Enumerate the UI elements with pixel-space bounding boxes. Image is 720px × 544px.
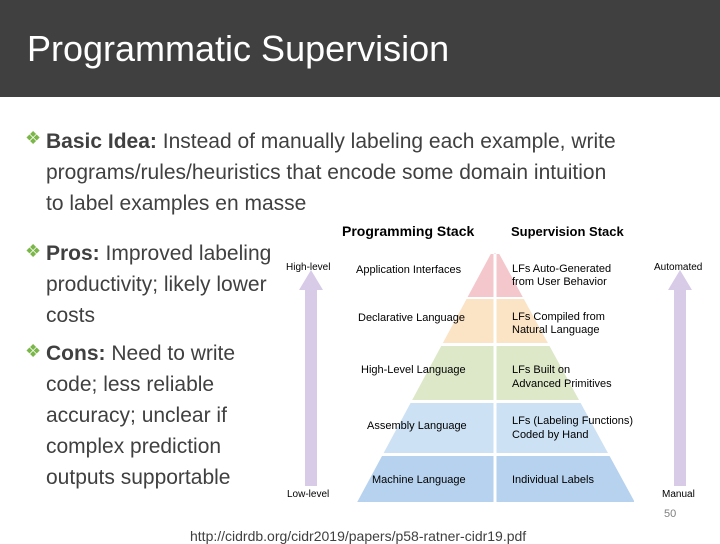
bullet-text: costs [46, 304, 96, 327]
bullet-text: to label examples en masse [46, 192, 307, 215]
left-arrow-icon [299, 270, 323, 486]
bullet-text: programs/rules/heuristics that encode some domain intuition [46, 161, 607, 184]
layer-right-label [512, 414, 633, 442]
layer-right-line: Coded by Hand [512, 429, 589, 441]
bullet-cons [46, 338, 235, 493]
slide-title: Programmatic Supervision [27, 28, 450, 69]
layer-right-line: LFs (Labeling Functions) [512, 415, 634, 427]
bullet-label: Basic Idea: [46, 130, 157, 153]
bullet-text: outputs supportable [46, 466, 231, 489]
diamond-bullet-icon: ❖ [25, 341, 42, 361]
layer-right-line: Natural Language [512, 324, 600, 336]
supervision-stack-header: Supervision Stack [511, 224, 624, 239]
layer-right-line: from User Behavior [512, 276, 607, 288]
bullet-text: code; less reliable [46, 373, 215, 396]
bullet-label: Cons: [46, 342, 106, 365]
layer-left-label: Application Interfaces [356, 264, 462, 276]
layer-right-line: LFs Compiled from [512, 311, 605, 323]
layer-right-label [512, 363, 612, 391]
layer-left-label: Declarative Language [358, 312, 466, 324]
bullet-text: Instead of manually labeling each example, write [162, 130, 616, 153]
source-link[interactable]: http://cidrdb.org/cidr2019/papers/p58-ratner-cidr19.pdf [190, 528, 527, 544]
layer-right-label [512, 263, 611, 289]
programming-stack-header: Programming Stack [342, 223, 475, 239]
bullet-label: Pros: [46, 242, 100, 265]
layer-left-label: High-Level Language [361, 364, 466, 376]
layer-left-label: Assembly Language [367, 420, 467, 432]
axis-manual-label: Manual [662, 489, 695, 500]
axis-low-level-label: Low-level [287, 489, 330, 500]
layer-right-line: LFs Built on [512, 364, 571, 376]
layer-right-label [512, 311, 605, 337]
bullet-pros [46, 238, 271, 331]
bullet-text: complex prediction [46, 435, 222, 458]
layer-right-line: Individual Labels [512, 474, 594, 486]
bullet-text: productivity; likely lower [46, 273, 267, 296]
layer-left-label: Machine Language [372, 474, 466, 486]
bullet-basic-idea [46, 126, 616, 219]
diamond-bullet-icon: ❖ [25, 128, 42, 148]
layer-right-label [512, 474, 594, 486]
layer-right-line: Advanced Primitives [512, 378, 612, 390]
layer-right-line: LFs Auto-Generated [512, 263, 612, 275]
right-arrow-icon [668, 270, 692, 486]
page-number: 50 [664, 508, 677, 520]
axis-high-level-label: High-level [286, 262, 331, 273]
diamond-bullet-icon: ❖ [25, 241, 42, 261]
bullet-text: Improved labeling [105, 242, 272, 265]
bullet-text: accuracy; unclear if [46, 404, 227, 427]
axis-automated-label: Automated [654, 262, 703, 273]
bullet-text: Need to write [111, 342, 236, 365]
programming-supervision-stack-diagram [282, 218, 720, 508]
